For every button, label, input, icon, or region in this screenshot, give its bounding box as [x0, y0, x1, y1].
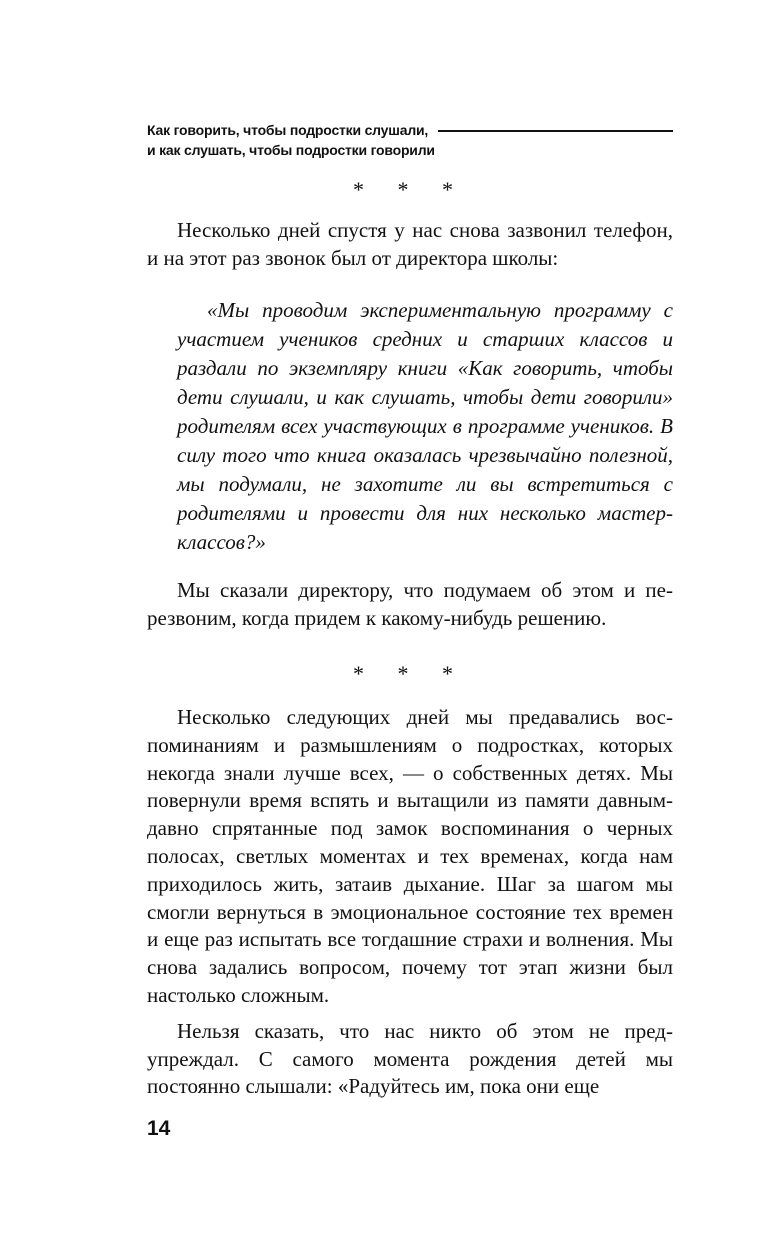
section-separator-1: * * * [353, 177, 467, 202]
paragraph-2-block [147, 577, 673, 633]
paragraph-3-block [147, 704, 673, 1101]
paragraph-1-block [147, 217, 673, 273]
page-number: 14 [147, 1117, 171, 1140]
paragraph-3: Несколько следующих дней мы предавались воспоминаниям и размышлениям о подростках, которых некогда знали лучше всех, — о собственных детях. Мы повернули время вспять и вытащили из памяти давным-давно спрятанные под замок воспоминания о черных полосах, светлых моментах и тех временах, когда нам приходилось жить, затаив дыхание. Шаг за шагом мы смогли вернуться в эмоциональное состояние тех времен и еще раз испытать все тогдашние страхи и волнения. Мы снова задались вопросом, почему тот этап жизни был настолько сложным. [147, 705, 673, 1007]
quote-text: «Мы проводим экспериментальную программу с участием учеников средних и старших классов и раздали по экземпляру книги «Как говорить, чтобы дети слушали, и как слушать, чтобы дети говорили» родителям всех участвующих в программе учеников. В силу того что книга оказалась чрезвычайно полезной, мы подумали, не захотите ли вы встретиться с родителями и провести для них несколько мастер-классов?» [177, 298, 673, 554]
running-head-line1: Как говорить, чтобы подростки слушали, [147, 122, 429, 138]
quote-block [177, 296, 673, 557]
paragraph-2: Мы сказали директору, что подумаем об этом и перезвоним, когда придем к какому-нибудь решению. [147, 578, 673, 630]
section-separator-2: * * * [353, 661, 467, 686]
paragraph-1: Несколько дней спустя у нас снова зазвонил телефон, и на этот раз звонок был от директора школы: [147, 218, 673, 270]
running-head [147, 120, 673, 160]
paragraph-4: Нельзя сказать, что нас никто об этом не предупреждал. С самого момента рождения детей мы постоянно слышали: «Радуйтесь им, пока они еще [147, 1018, 673, 1099]
header-rule [438, 130, 673, 132]
running-head-line2: и как слушать, чтобы подростки говорили [147, 142, 435, 158]
